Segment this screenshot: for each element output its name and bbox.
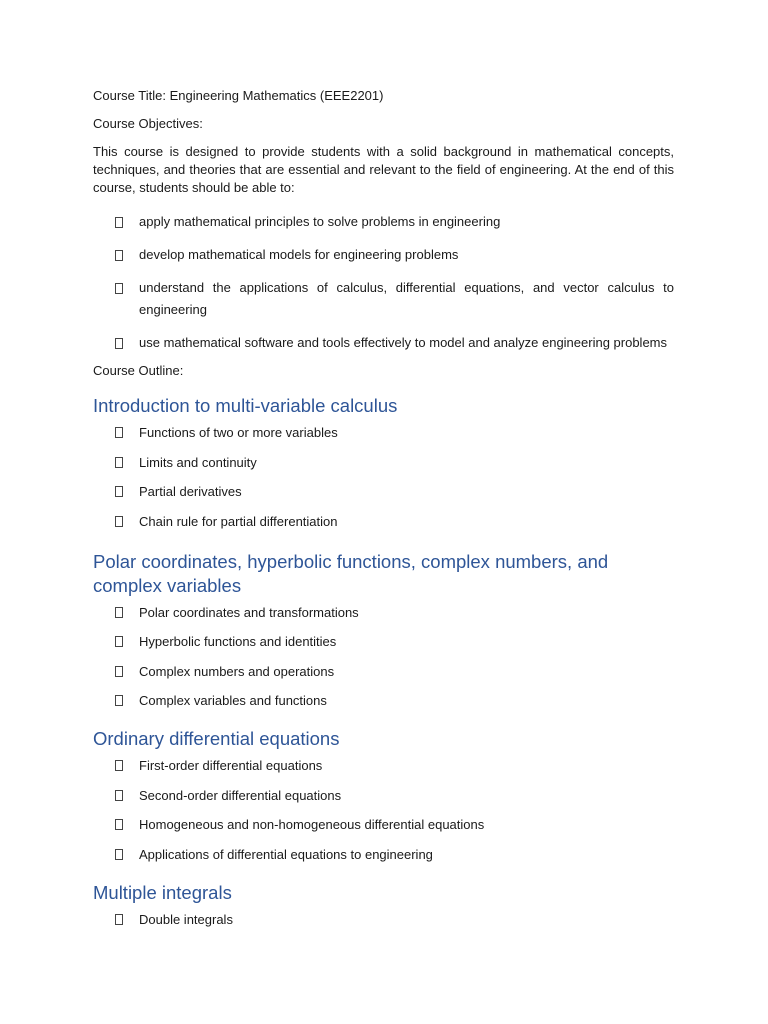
course-title: Course Title: Engineering Mathematics (EEE2201) [93,88,384,103]
list-item [93,244,674,266]
list-item [93,604,674,622]
bullet-icon [115,849,123,860]
bullet-icon [115,819,123,830]
list-item-text: Complex numbers and operations [139,663,335,679]
list-item [93,332,674,354]
document-page [93,87,674,929]
list-item [93,454,674,472]
list-item-text: Double integrals [139,911,233,927]
section-heading: Ordinary differential equations [93,728,340,749]
bullet-icon [115,486,123,497]
bullet-icon [115,607,123,618]
list-item-text: Hyperbolic functions and identities [139,634,337,649]
list-item [93,277,674,321]
bullet-icon [115,516,123,527]
list-item [93,911,674,929]
list-item-text: Homogeneous and non-homogeneous differential equations [139,817,485,832]
list-item [93,846,674,864]
list-item [93,757,674,775]
bullet-icon [115,760,123,771]
section-list [93,757,674,864]
list-item-text: Limits and continuity [139,454,257,470]
bullet-icon [115,427,123,438]
outline-section [93,727,674,864]
bullet-icon [115,914,123,925]
bullet-icon [115,636,123,647]
list-item-text: Second-order differential equations [139,787,342,803]
section-list [93,911,674,929]
objectives-label: Course Objectives: [93,116,203,131]
list-item [93,633,674,651]
list-item [93,787,674,805]
list-item [93,692,674,710]
list-item [93,424,674,442]
list-item-text: Functions of two or more variables [139,425,338,440]
list-item [93,816,674,834]
objectives-intro: This course is designed to provide students with a solid background in mathematical concepts, techniques, and theories that are essential and relevant to the field of engineering. At the end of this course, students should be able to: [93,144,674,195]
bullet-icon [115,695,123,706]
outline-section [93,550,674,711]
list-item-text: First-order differential equations [139,758,323,773]
section-heading: Introduction to multi-variable calculus [93,395,398,416]
list-item [93,211,674,233]
bullet-icon [115,457,123,468]
section-heading: Polar coordinates, hyperbolic functions, complex numbers, and complex variables [93,550,609,596]
bullet-icon [115,250,123,261]
list-item-text: apply mathematical principles to solve problems in engineering [139,214,501,229]
list-item-text: Complex variables and functions [139,693,327,708]
list-item-text: Applications of differential equations to engineering [139,846,433,862]
outline-section [93,881,674,929]
section-list [93,604,674,711]
bullet-icon [115,217,123,228]
list-item-text: Partial derivatives [139,484,242,499]
objectives-list [93,211,674,354]
bullet-icon [115,790,123,801]
outline-section [93,394,674,531]
section-list [93,424,674,531]
bullet-icon [115,283,123,294]
list-item [93,483,674,501]
list-item-text: develop mathematical models for engineering problems [139,247,459,262]
list-item [93,663,674,681]
list-item-text: Polar coordinates and transformations [139,604,359,620]
outline-label: Course Outline: [93,363,184,378]
section-heading: Multiple integrals [93,881,232,903]
bullet-icon [115,338,123,349]
list-item-text: Chain rule for partial differentiation [139,513,338,529]
bullet-icon [115,666,123,677]
list-item-text: understand the applications of calculus, differential equations, and vector calculus to engineering [139,280,674,317]
list-item [93,513,674,531]
list-item-text: use mathematical software and tools effectively to model and analyze engineering problems [139,335,668,350]
